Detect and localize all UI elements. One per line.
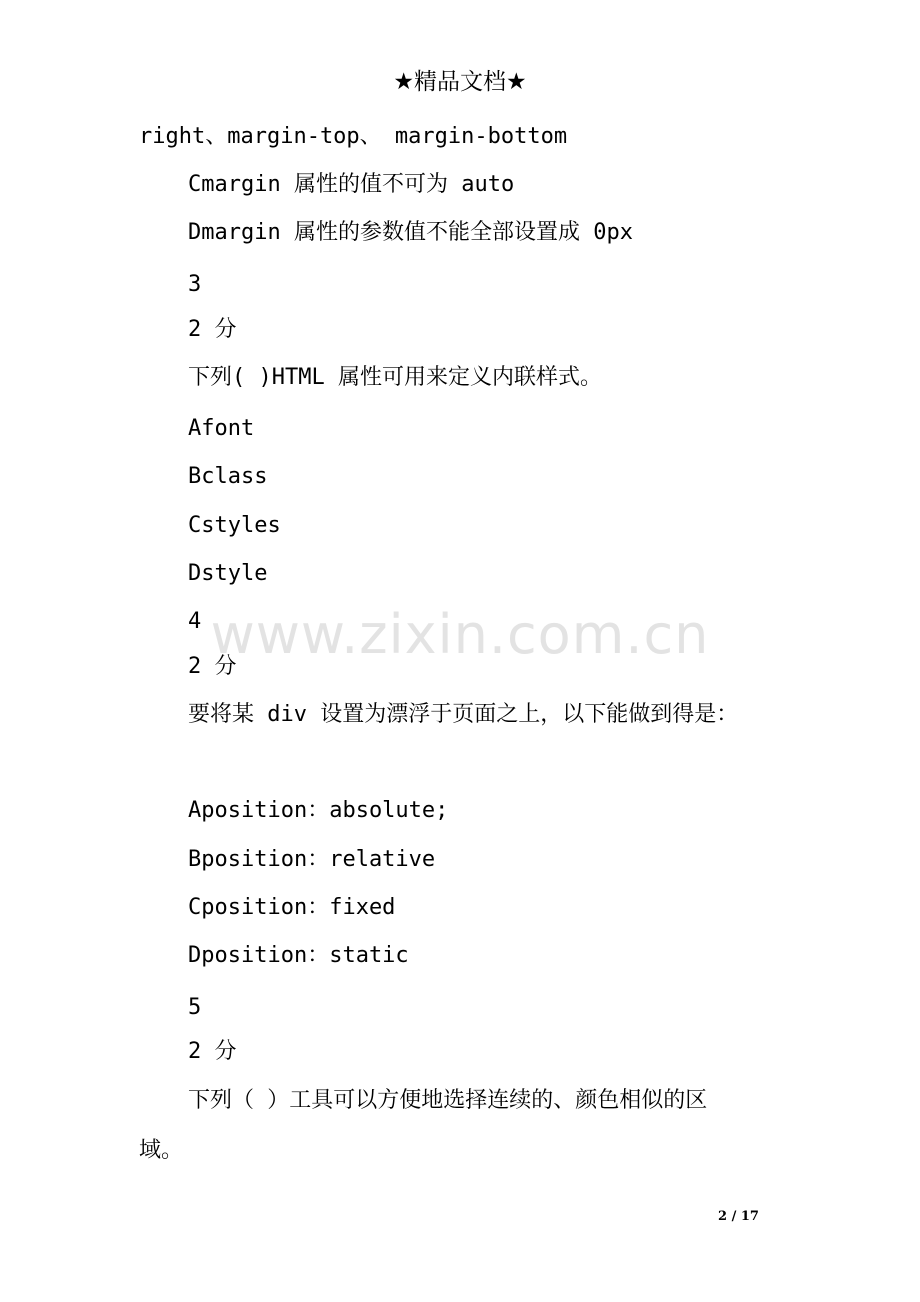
option-d-line: Dmargin 属性的参数值不能全部设置成 0px xyxy=(188,220,633,245)
question-score: 2 分 xyxy=(188,1039,237,1064)
page-header-title: ★精品文档★ xyxy=(393,69,527,95)
page-number: 2 / 17 xyxy=(718,1209,759,1224)
question-number: 5 xyxy=(188,995,202,1020)
option-d-line: Dstyle xyxy=(188,561,268,586)
question-score: 2 分 xyxy=(188,654,237,679)
watermark-text: www.zixin.com.cn xyxy=(210,603,710,666)
option-a-line: Afont xyxy=(188,416,255,441)
question-score: 2 分 xyxy=(188,317,237,342)
question-number: 4 xyxy=(188,609,202,634)
question-text: 下列( )HTML 属性可用来定义内联样式。 xyxy=(188,365,602,390)
option-c-line: Cmargin 属性的值不可为 auto xyxy=(188,172,515,197)
option-c-line: Cposition：fixed xyxy=(188,895,396,920)
question-text-continuation: 域。 xyxy=(139,1138,184,1163)
option-a-line: Aposition：absolute; xyxy=(188,798,449,823)
option-b-line: Bclass xyxy=(188,464,268,489)
option-d-line: Dposition：static xyxy=(188,943,409,968)
question-text: 下列（ ）工具可以方便地选择连续的、颜色相似的区 xyxy=(188,1088,708,1113)
question-number: 3 xyxy=(188,272,202,297)
option-c-line: Cstyles xyxy=(188,513,281,538)
option-b-line: Bposition：relative xyxy=(188,847,436,872)
text-line-continuation: right、margin-top、 margin-bottom xyxy=(139,124,568,149)
question-text: 要将某 div 设置为漂浮于页面之上，以下能做到得是： xyxy=(188,702,739,727)
